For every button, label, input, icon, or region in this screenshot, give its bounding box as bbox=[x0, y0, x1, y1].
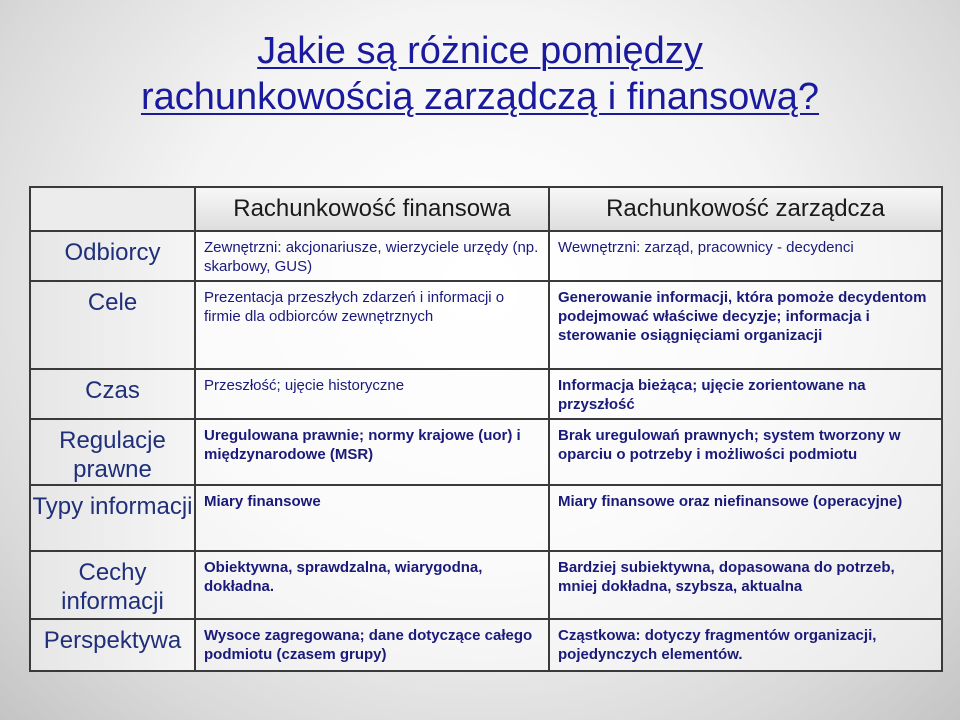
table-row bbox=[30, 551, 942, 619]
cell-financial-odbiorcy: Zewnętrzni: akcjonariusze, wierzyciele urzędy (np. skarbowy, GUS) bbox=[195, 231, 549, 281]
cell-management-typy: Miary finansowe oraz niefinansowe (operacyjne) bbox=[549, 485, 942, 551]
table-corner-cell bbox=[30, 187, 195, 231]
comparison-table bbox=[29, 186, 943, 672]
cell-management-odbiorcy: Wewnętrzni: zarząd, pracownicy - decydenci bbox=[549, 231, 942, 281]
table-row bbox=[30, 369, 942, 419]
table-row bbox=[30, 485, 942, 551]
table-row bbox=[30, 231, 942, 281]
table-row bbox=[30, 419, 942, 485]
row-label-perspektywa: Perspektywa bbox=[30, 619, 195, 671]
row-label-typy: Typy informacji bbox=[30, 485, 195, 551]
row-label-czas: Czas bbox=[30, 369, 195, 419]
table-row bbox=[30, 619, 942, 671]
cell-management-czas: Informacja bieżąca; ujęcie zorientowane na przyszłość bbox=[549, 369, 942, 419]
cell-financial-cechy: Obiektywna, sprawdzalna, wiarygodna, dokładna. bbox=[195, 551, 549, 619]
row-label-cechy: Cechy informacji bbox=[30, 551, 195, 619]
column-header-management: Rachunkowość zarządcza bbox=[549, 187, 942, 231]
cell-financial-cele: Prezentacja przeszłych zdarzeń i informacji o firmie dla odbiorców zewnętrznych bbox=[195, 281, 549, 369]
table-row bbox=[30, 281, 942, 369]
title-line-1: Jakie są różnice pomiędzy bbox=[257, 30, 703, 72]
title-line-2: rachunkowością zarządczą i finansową? bbox=[140, 76, 820, 118]
cell-management-cechy: Bardziej subiektywna, dopasowana do potrzeb, mniej dokładna, szybsza, aktualna bbox=[549, 551, 942, 619]
cell-financial-typy: Miary finansowe bbox=[195, 485, 549, 551]
cell-management-cele: Generowanie informacji, która pomoże decydentom podejmować właściwe decyzje; informacja i sterowanie osiągnięciami organizacji bbox=[549, 281, 942, 369]
row-label-regulacje: Regulacje prawne bbox=[30, 419, 195, 485]
cell-financial-czas: Przeszłość; ujęcie historyczne bbox=[195, 369, 549, 419]
column-header-financial: Rachunkowość finansowa bbox=[195, 187, 549, 231]
cell-management-perspektywa: Cząstkowa: dotyczy fragmentów organizacji, pojedynczych elementów. bbox=[549, 619, 942, 671]
row-label-cele: Cele bbox=[30, 281, 195, 369]
slide-title bbox=[0, 28, 960, 120]
row-label-odbiorcy: Odbiorcy bbox=[30, 231, 195, 281]
cell-financial-perspektywa: Wysoce zagregowana; dane dotyczące całego podmiotu (czasem grupy) bbox=[195, 619, 549, 671]
cell-management-regulacje: Brak uregulowań prawnych; system tworzony w oparciu o potrzeby i możliwości podmiotu bbox=[549, 419, 942, 485]
table-header-row bbox=[30, 187, 942, 231]
cell-financial-regulacje: Uregulowana prawnie; normy krajowe (uor) i międzynarodowe (MSR) bbox=[195, 419, 549, 485]
